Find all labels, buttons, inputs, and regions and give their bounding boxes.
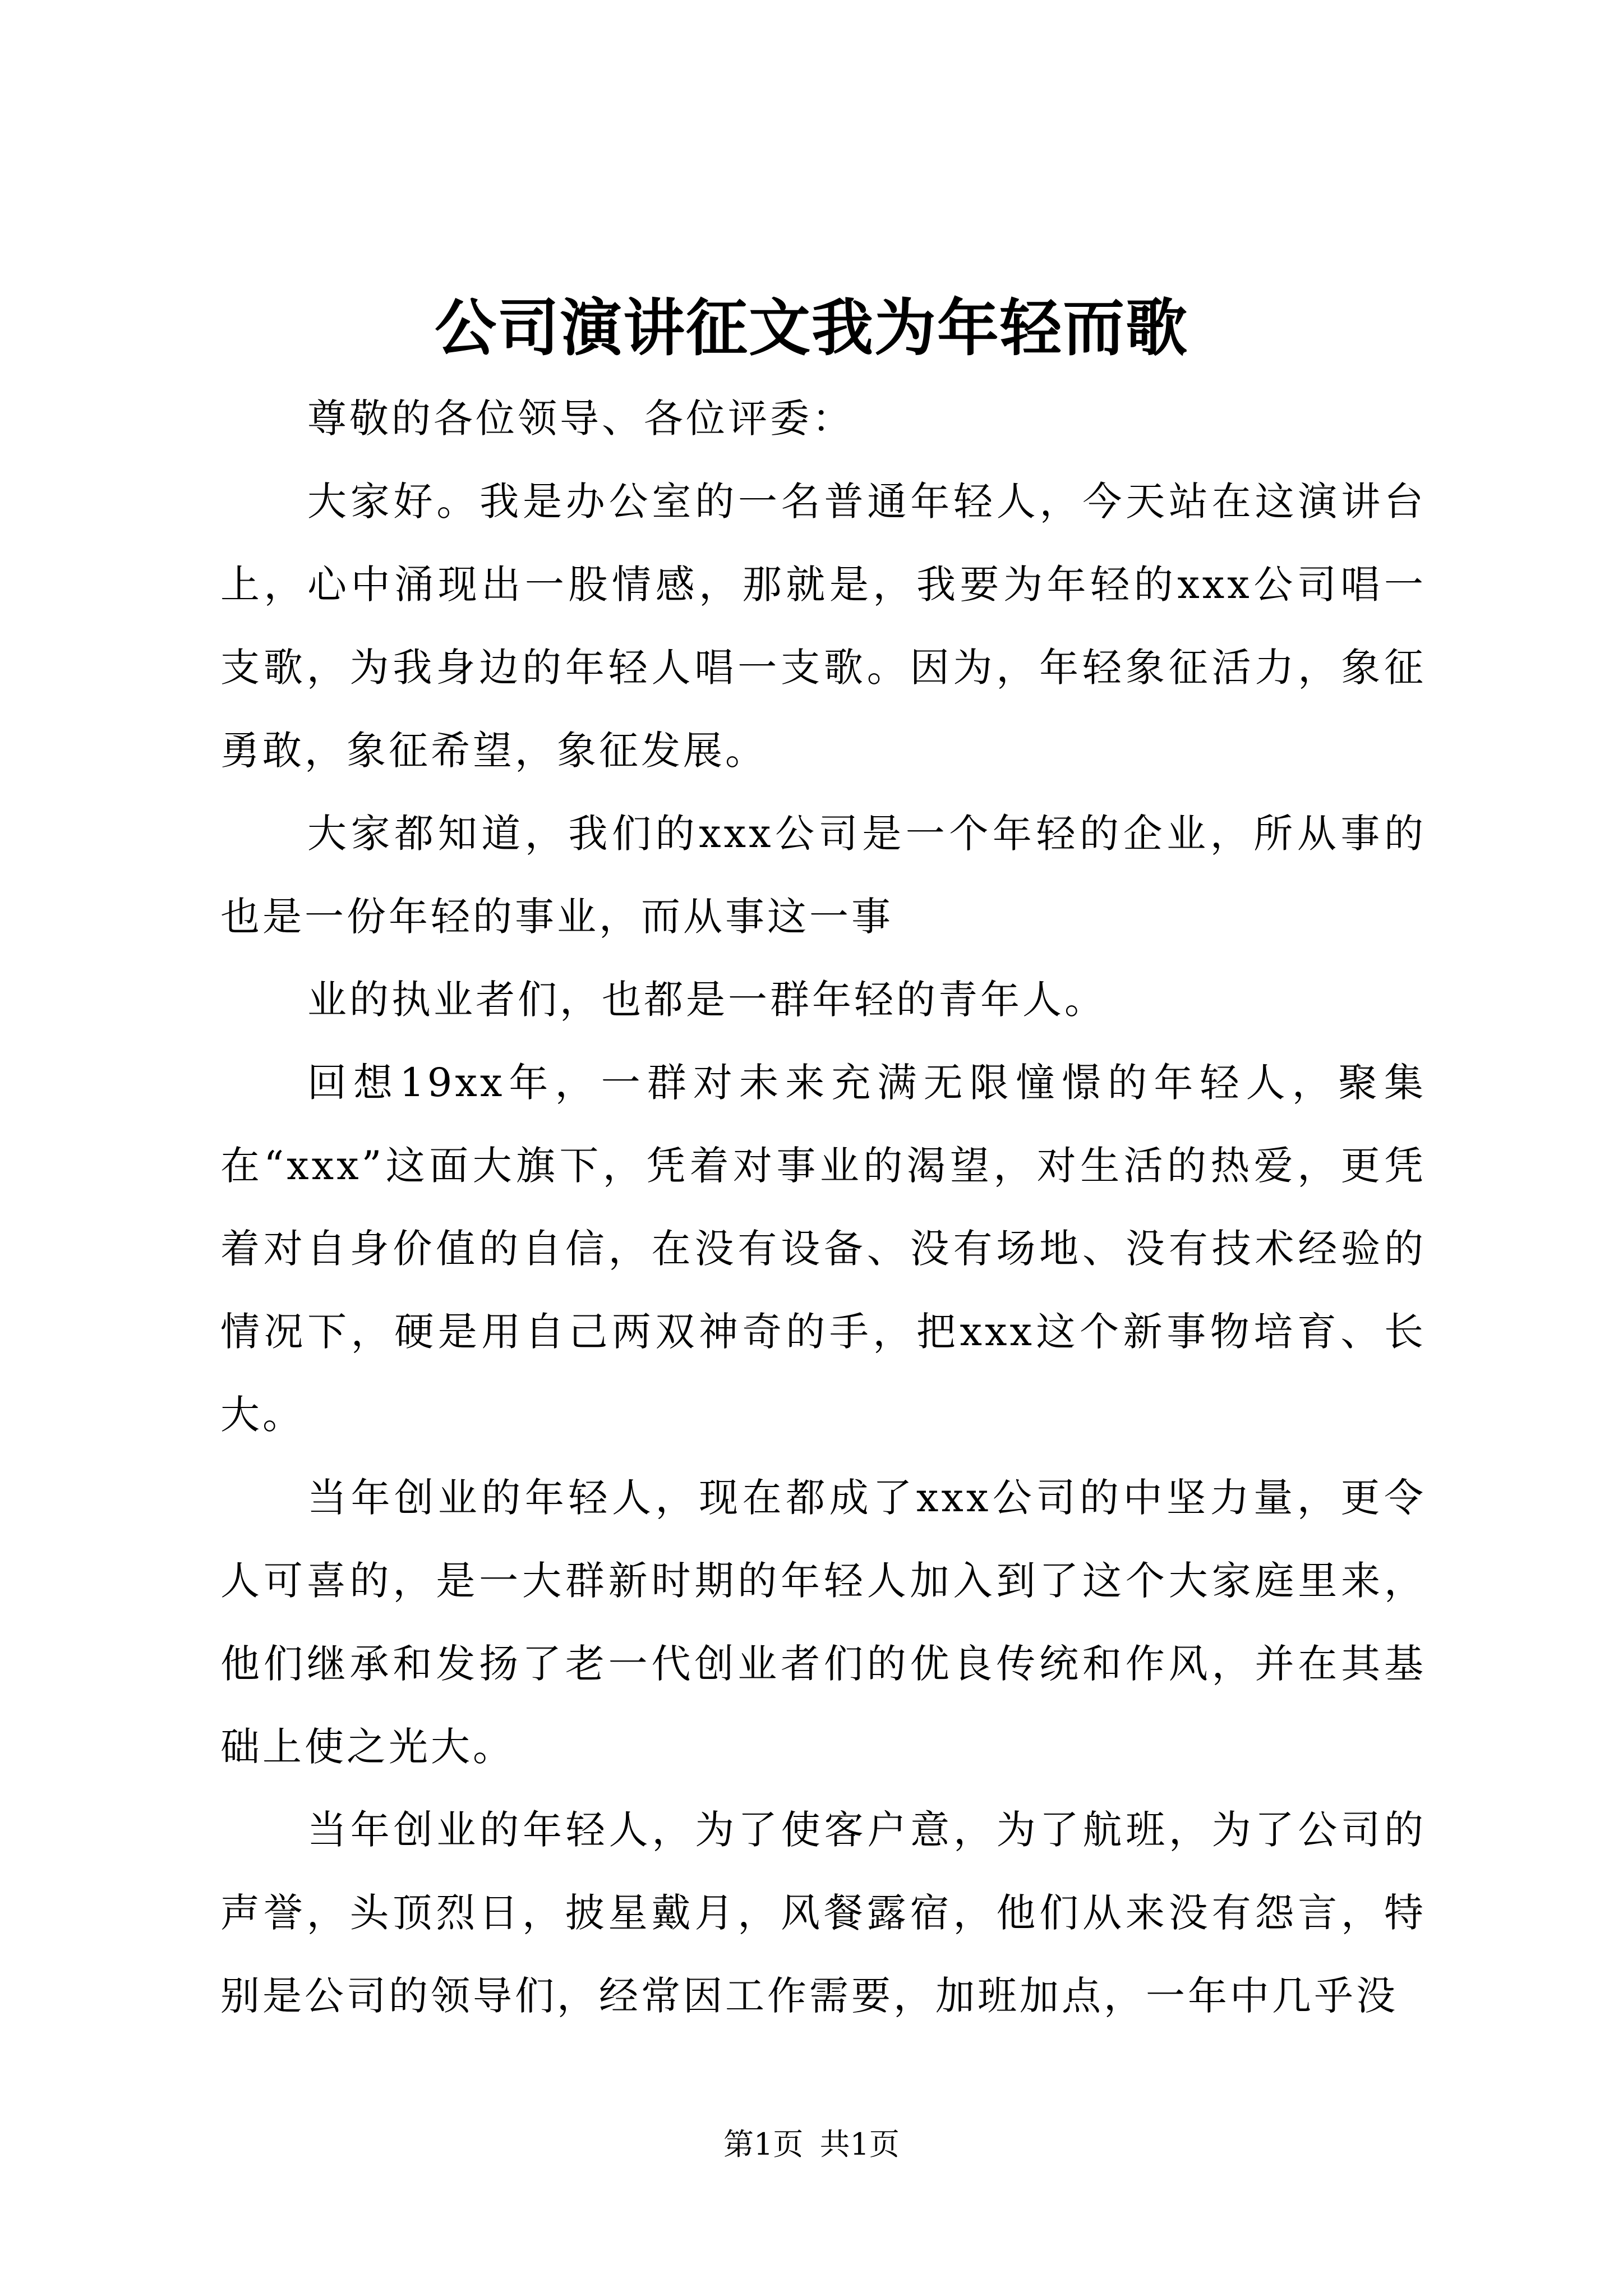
- page-total: 共1页: [819, 2127, 900, 2162]
- page-number: 第1页: [723, 2127, 804, 2162]
- salutation-paragraph: 尊敬的各位领导、各位评委：: [307, 395, 854, 441]
- body-paragraph: 大家都知道，我们的xxx公司是一个年轻的企业，所从事的也是一份年轻的事业，而从事这一事: [220, 811, 1426, 940]
- page-footer: [0, 2125, 1623, 2164]
- body-paragraph: 当年创业的年轻人，为了使客户意，为了航班，为了公司的声誉，头顶烈日，披星戴月，风餐露宿，他们从来没有怨言，特别是公司的领导们，经常因工作需要，加班加点，一年中几乎没: [220, 1807, 1426, 2019]
- body-paragraph: 业的执业者们，也都是一群年轻的青年人。: [307, 977, 1106, 1023]
- body-paragraph: 大家好。我是办公室的一名普通年轻人，今天站在这演讲台上，心中涌现出一股情感，那就是，我要为年轻的xxx公司唱一支歌，为我身边的年轻人唱一支歌。因为，年轻象征活力，象征勇敢，象征希望，象征发展。: [220, 478, 1426, 774]
- document-body: [220, 377, 1426, 2037]
- body-paragraph: 当年创业的年轻人，现在都成了xxx公司的中坚力量，更令人可喜的，是一大群新时期的年轻人加入到了这个大家庭里来，他们继承和发扬了老一代创业者们的优良传统和作风，并在其基础上使之光大。: [220, 1475, 1426, 1770]
- document-title: 公司演讲征文我为年轻而歌: [435, 292, 1188, 364]
- body-paragraph: 回想19xx年，一群对未来充满无限憧憬的年轻人，聚集在“xxx”这面大旗下，凭着对事业的渴望，对生活的热爱，更凭着对自身价值的自信，在没有设备、没有场地、没有技术经验的情况下，硬是用自己两双神奇的手，把xxx这个新事物培育、长大。: [220, 1060, 1426, 1438]
